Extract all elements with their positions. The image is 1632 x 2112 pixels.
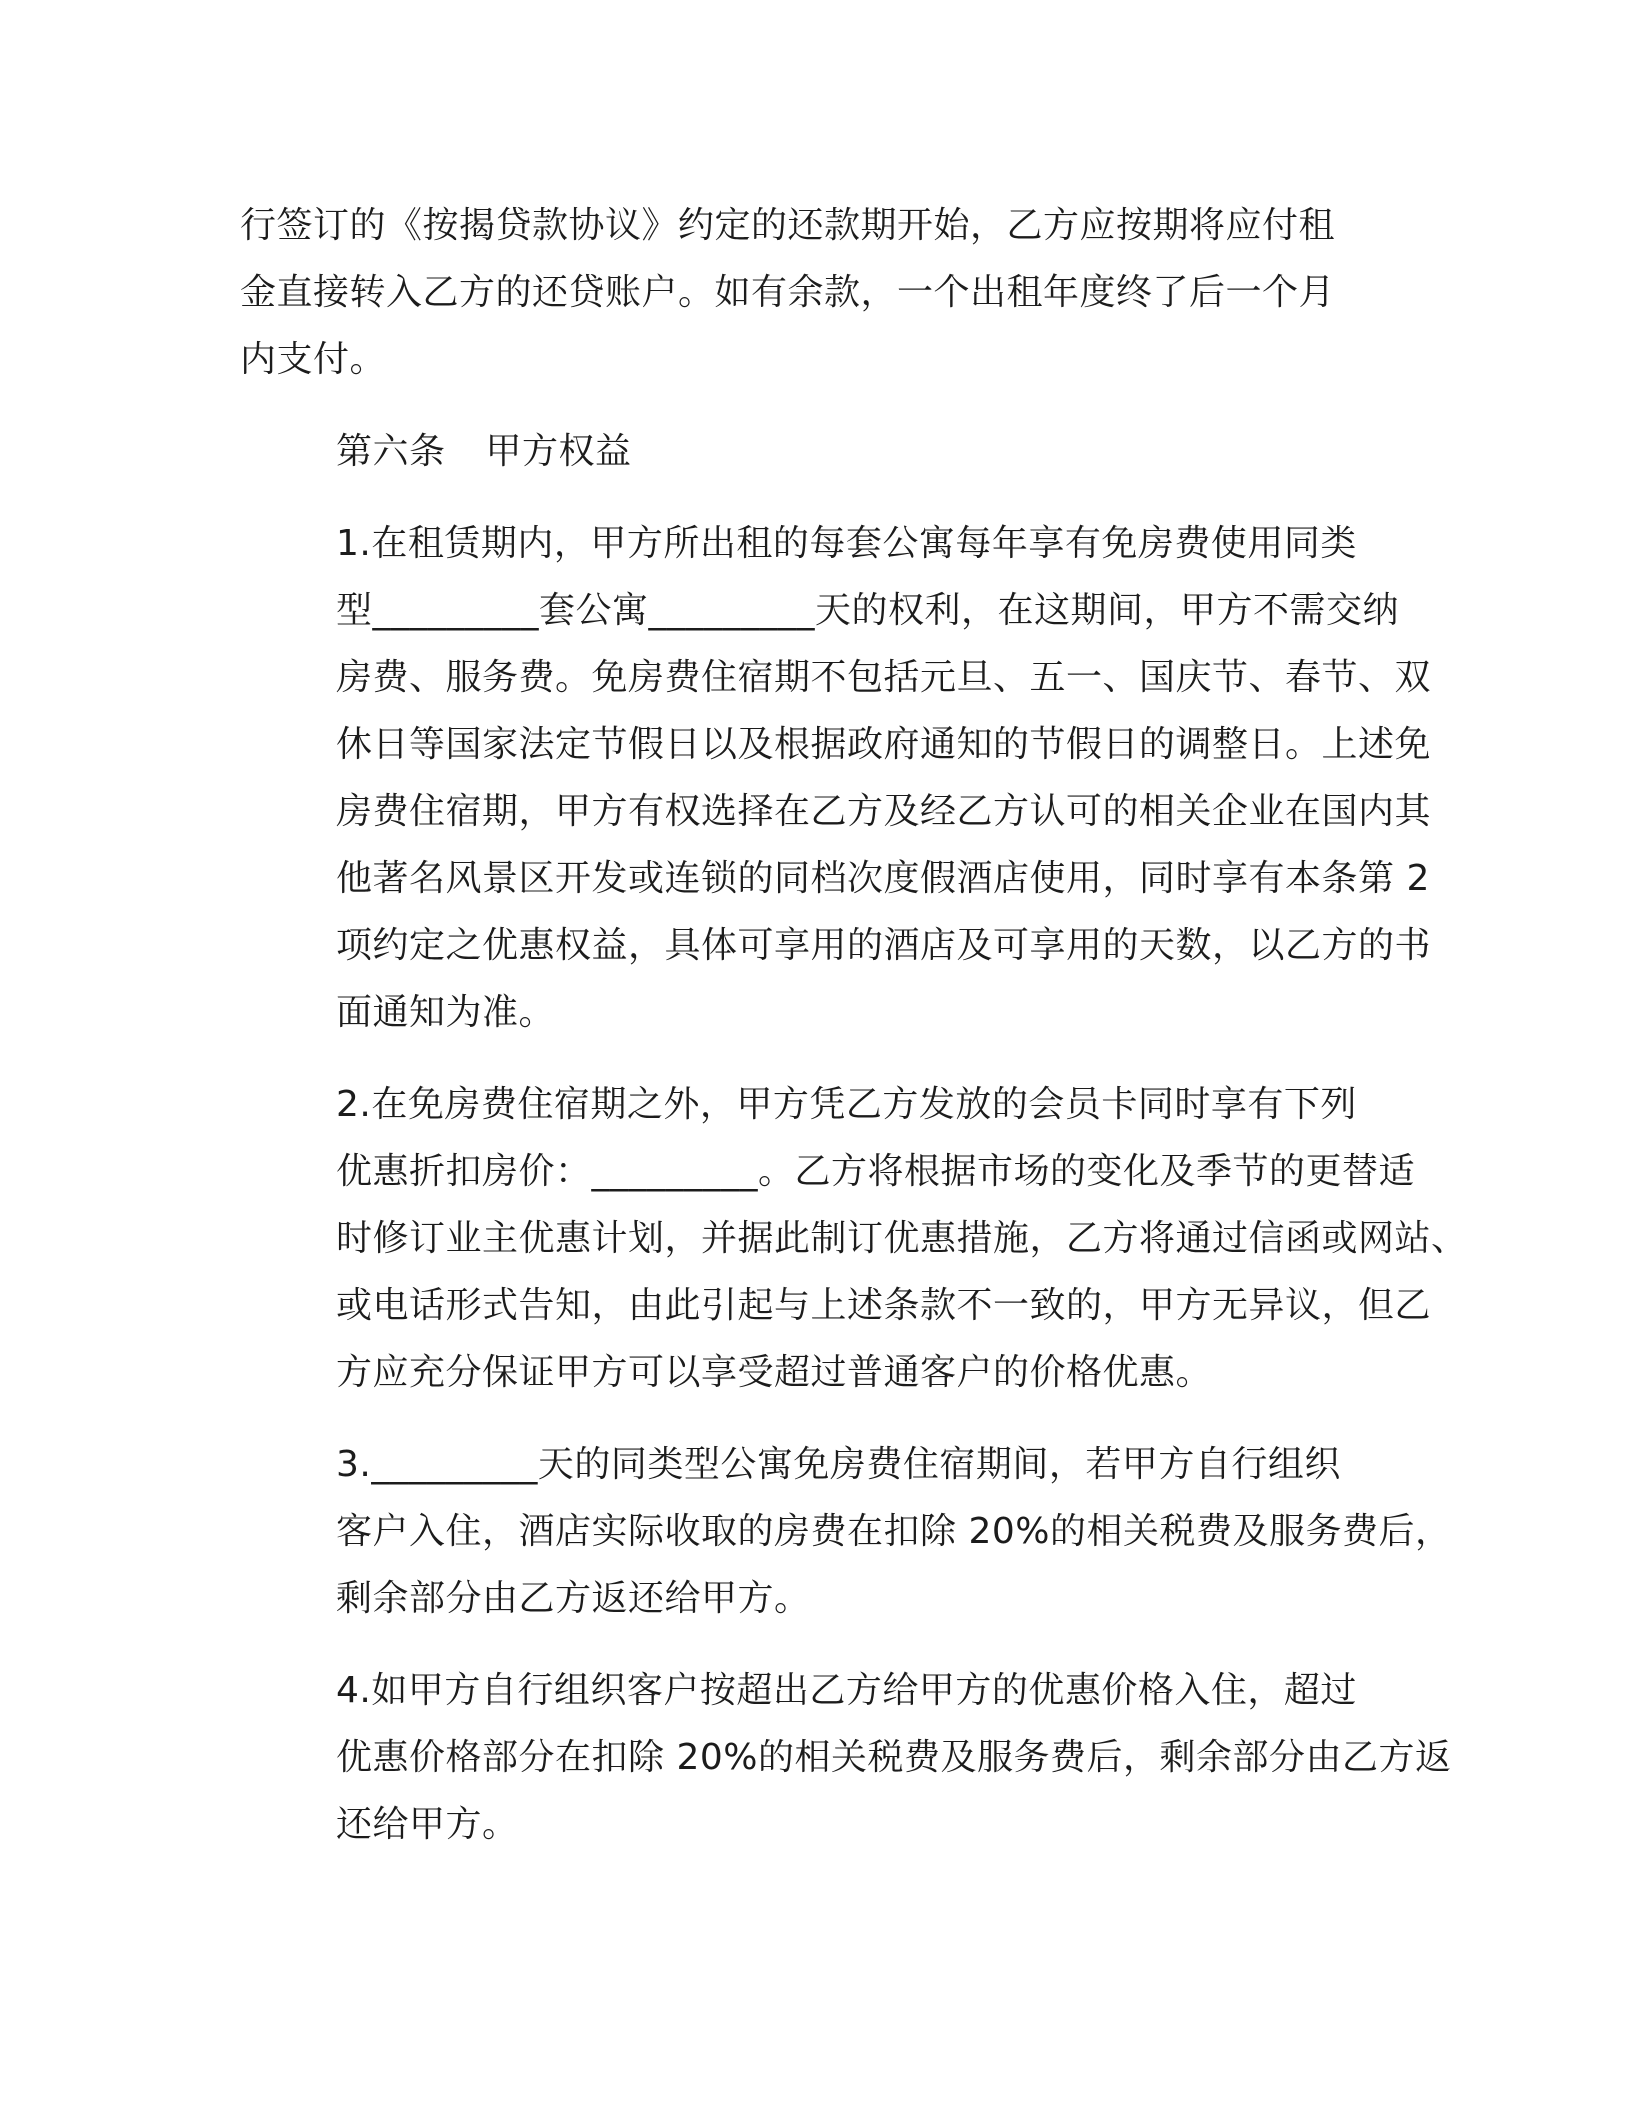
text-line: 2.在免房费住宿期之外，甲方凭乙方发放的会员卡同时享有下列: [336, 1084, 1357, 1125]
article-heading: [240, 418, 1370, 485]
clause-paragraph-1: [240, 510, 1432, 1046]
document-page: [240, 192, 1468, 1883]
text-line: 金直接转入乙方的还贷账户。如有余款，一个出租年度终了后一个月: [240, 272, 1336, 313]
text-line: 1.在租赁期内，甲方所出租的每套公寓每年享有免房费使用同类: [336, 523, 1357, 564]
text-line: 优惠价格部分在扣除 20%的相关税费及服务费后，剩余部分由乙方返: [336, 1737, 1452, 1778]
text-line: 内支付。: [240, 339, 387, 380]
text-line: 项约定之优惠权益，具体可享用的酒店及可享用的天数，以乙方的书: [336, 925, 1432, 966]
continuation-paragraph: [240, 192, 1370, 393]
text-line: 剩余部分由乙方返还给甲方。: [336, 1578, 811, 1619]
text-line: 4.如甲方自行组织客户按超出乙方给甲方的优惠价格入住，超过: [336, 1670, 1357, 1711]
text-line: 方应充分保证甲方可以享受超过普通客户的价格优惠。: [336, 1352, 1213, 1393]
text-line: 休日等国家法定节假日以及根据政府通知的节假日的调整日。上述免: [336, 724, 1432, 765]
text-line: 或电话形式告知，由此引起与上述条款不一致的，甲方无异议，但乙: [336, 1285, 1432, 1326]
clause-paragraph-2: [240, 1071, 1468, 1406]
clause-paragraph-4: [240, 1657, 1452, 1858]
text-line: 3._________天的同类型公寓免房费住宿期间，若甲方自行组织: [336, 1444, 1341, 1485]
text-line: 客户入住，酒店实际收取的房费在扣除 20%的相关税费及服务费后，: [336, 1511, 1452, 1552]
clause-paragraph-3: [240, 1431, 1452, 1632]
text-line: 房费、服务费。免房费住宿期不包括元旦、五一、国庆节、春节、双: [336, 657, 1432, 698]
text-line: 时修订业主优惠计划，并据此制订优惠措施，乙方将通过信函或网站、: [336, 1218, 1468, 1259]
text-line: 型_________套公寓_________天的权利，在这期间，甲方不需交纳: [336, 590, 1400, 631]
text-line: 房费住宿期，甲方有权选择在乙方及经乙方认可的相关企业在国内其: [336, 791, 1432, 832]
text-line: 行签订的《按揭贷款协议》约定的还款期开始，乙方应按期将应付租: [240, 205, 1336, 246]
text-line: 还给甲方。: [336, 1804, 519, 1845]
article-title: 甲方权益: [485, 431, 632, 472]
article-number: 第六条: [336, 431, 446, 472]
text-line: 优惠折扣房价：_________。乙方将根据市场的变化及季节的更替适: [336, 1151, 1416, 1192]
text-line: 面通知为准。: [336, 992, 556, 1033]
text-line: 他著名风景区开发或连锁的同档次度假酒店使用，同时享有本条第 2: [336, 858, 1430, 899]
